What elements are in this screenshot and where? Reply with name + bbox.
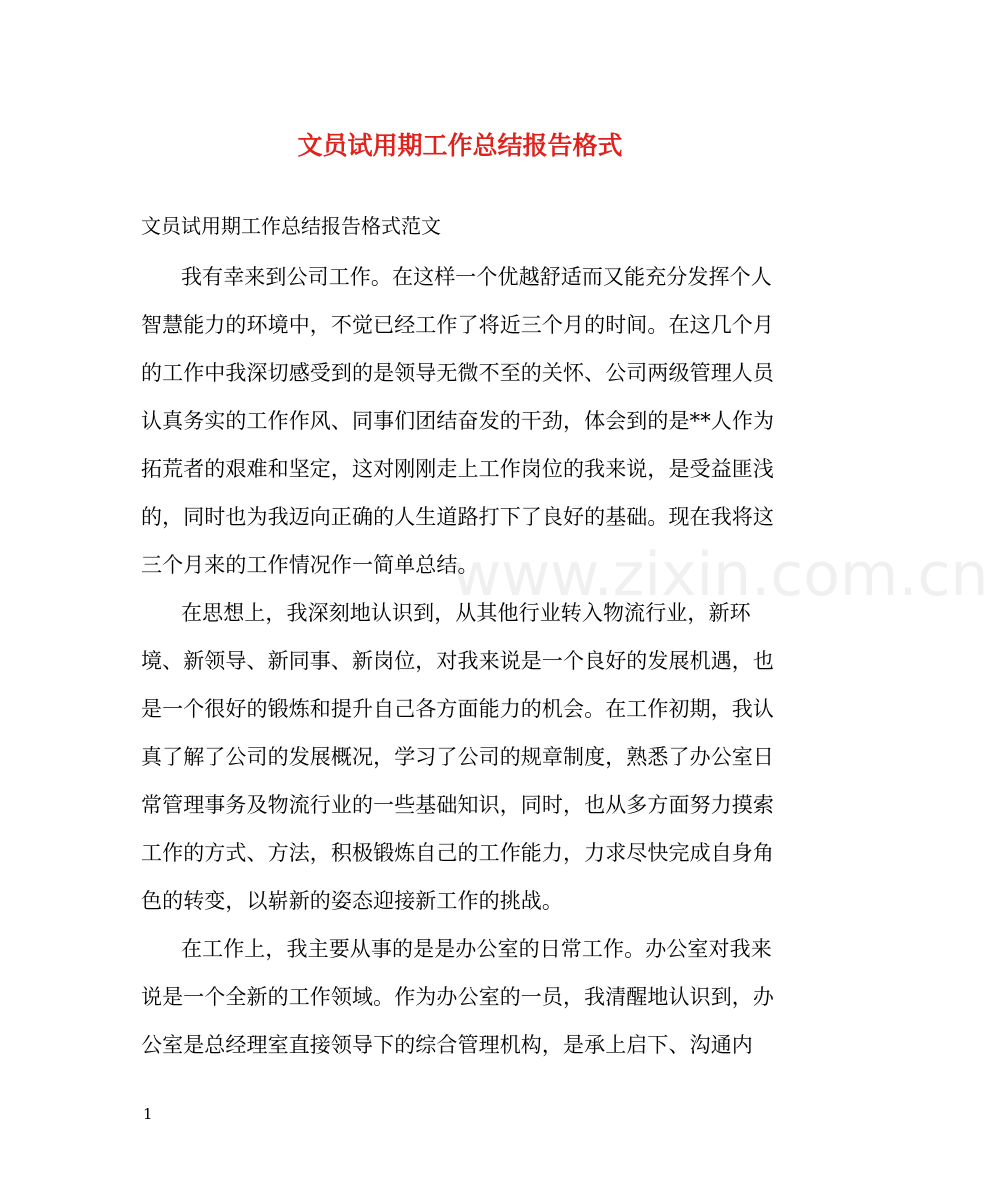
paragraph-1-line: 三个月来的工作情况作一简单总结。 (141, 553, 479, 577)
watermark: www.zixin.com.cn (452, 540, 988, 610)
paragraph-2-line: 是一个很好的锻炼和提升自己各方面能力的机会。在工作初期，我认 (141, 697, 774, 721)
paragraph-2-line: 工作的方式、方法，积极锻炼自己的工作能力，力求尽快完成自身角 (141, 841, 774, 865)
paragraph-1-line: 的，同时也为我迈向正确的人生道路打下了良好的基础。现在我将这 (141, 505, 774, 529)
paragraph-3-line: 公室是总经理室直接领导下的综合管理机构，是承上启下、沟通内 (141, 1033, 753, 1057)
paragraph-3-line: 在工作上，我主要从事的是是办公室的日常工作。办公室对我来 (181, 937, 772, 961)
paragraph-1-line: 拓荒者的艰难和坚定，这对刚刚走上工作岗位的我来说，是受益匪浅 (141, 457, 774, 481)
document-subtitle: 文员试用期工作总结报告格式范文 (141, 214, 441, 238)
paragraph-2-line: 境、新领导、新同事、新岗位，对我来说是一个良好的发展机遇，也 (141, 649, 774, 673)
paragraph-2-line: 常管理事务及物流行业的一些基础知识，同时，也从多方面努力摸索 (141, 793, 774, 817)
paragraph-1-line: 的工作中我深切感受到的是领导无微不至的关怀、公司两级管理人员 (141, 361, 774, 385)
paragraph-1-line: 智慧能力的环境中，不觉已经工作了将近三个月的时间。在这几个月 (141, 313, 774, 337)
paragraph-1-line: 我有幸来到公司工作。在这样一个优越舒适而又能充分发挥个人 (181, 265, 772, 289)
page-number: 1 (143, 1105, 153, 1123)
page-title: 文员试用期工作总结报告格式 (297, 131, 623, 160)
paragraph-2-line: 色的转变，以崭新的姿态迎接新工作的挑战。 (141, 889, 563, 913)
paragraph-2-line: 在思想上，我深刻地认识到，从其他行业转入物流行业，新环 (181, 601, 751, 625)
paragraph-3-line: 说是一个全新的工作领域。作为办公室的一员，我清醒地认识到，办 (141, 985, 774, 1009)
paragraph-1-line: 认真务实的工作作风、同事们团结奋发的干劲，体会到的是**人作为 (141, 409, 775, 433)
paragraph-2-line: 真了解了公司的发展概况，学习了公司的规章制度，熟悉了办公室日 (141, 745, 774, 769)
